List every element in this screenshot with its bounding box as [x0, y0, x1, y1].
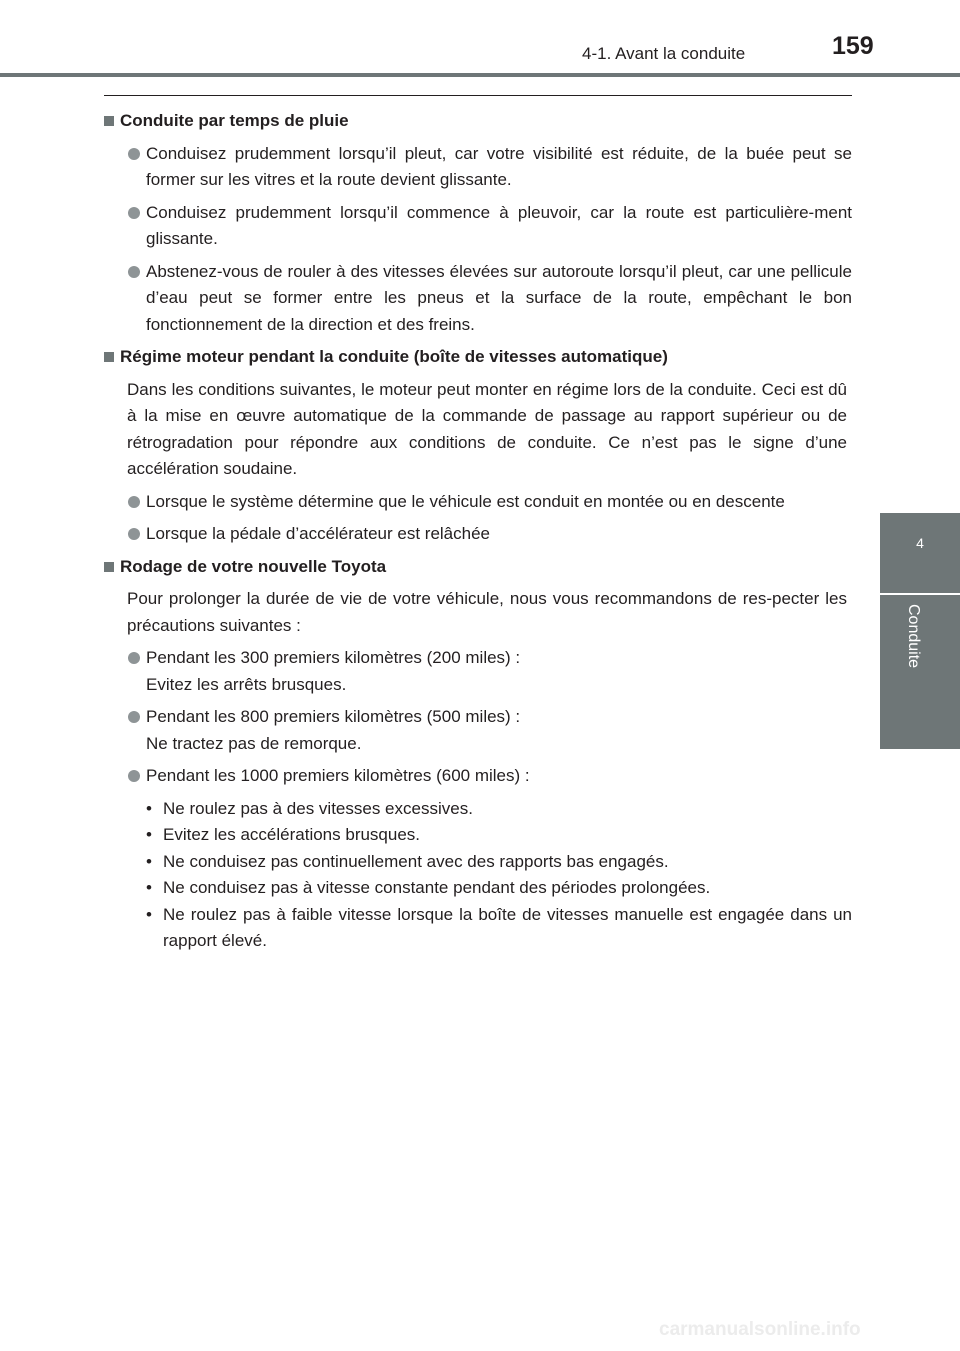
circle-bullet-icon: [128, 528, 140, 540]
section-heading: Conduite par temps de pluie: [104, 108, 852, 135]
circle-bullet-icon: [128, 770, 140, 782]
bullet-item: Lorsque le système détermine que le véhicule est conduit en montée ou en descente: [104, 489, 852, 516]
circle-bullet-icon: [128, 266, 140, 278]
circle-bullet-icon: [128, 496, 140, 508]
circle-bullet-icon: [128, 207, 140, 219]
square-bullet-icon: [104, 116, 114, 126]
content-top-rule: [104, 95, 852, 96]
bullet-item: Lorsque la pédale d’accélérateur est relâchée: [104, 521, 852, 548]
section-paragraph: Dans les conditions suivantes, le moteur peut monter en régime lors de la conduite. Ceci est dû à la mise en œuvre automatique de la commande de passage au rapport supérieur ou de rétrogradation pour répondre aux conditions de conduite. Ce n’est pas le signe d’une accélération soudaine.: [127, 379, 847, 478]
section-paragraph: Pour prolonger la durée de vie de votre véhicule, nous vous recommandons de res-pecter les précautions suivantes :: [127, 589, 847, 635]
bullet-item: Conduisez prudemment lorsqu’il pleut, car votre visibilité est réduite, de la buée peut se former sur les vitres et la route devient glissante.: [104, 141, 852, 194]
sub-list: [104, 796, 852, 955]
chapter-number: 4: [916, 535, 924, 551]
bullet-item: Pendant les 1000 premiers kilomètres (600 miles) :: [104, 763, 852, 790]
bullet-item: Pendant les 300 premiers kilomètres (200 miles) : Evitez les arrêts brusques.: [104, 645, 852, 698]
circle-bullet-icon: [128, 711, 140, 723]
section-heading: Rodage de votre nouvelle Toyota: [104, 554, 852, 581]
section-heading: Régime moteur pendant la conduite (boîte de vitesses automatique): [104, 344, 852, 371]
sub-list-item: • Ne conduisez pas continuellement avec des rapports bas engagés.: [146, 851, 669, 871]
sub-list-item: • Ne roulez pas à des vitesses excessives.: [146, 798, 473, 818]
header-section-title: 4-1. Avant la conduite: [582, 44, 746, 63]
sub-list-item: • Ne conduisez pas à vitesse constante pendant des périodes prolongées.: [146, 878, 711, 897]
watermark: carmanualsonline.info: [659, 1319, 861, 1340]
square-bullet-icon: [104, 352, 114, 362]
square-bullet-icon: [104, 562, 114, 572]
bullet-item: Pendant les 800 premiers kilomètres (500 miles) : Ne tractez pas de remorque.: [104, 704, 852, 757]
header-rule: [0, 73, 960, 77]
chapter-label: Conduite: [905, 604, 922, 669]
page-content: [104, 108, 852, 955]
page-number: 159: [832, 32, 874, 60]
circle-bullet-icon: [128, 652, 140, 664]
circle-bullet-icon: [128, 148, 140, 160]
bullet-item: Abstenez-vous de rouler à des vitesses élevées sur autoroute lorsqu’il pleut, car une pellicule d’eau peut se former entre les pneus et la surface de la route, empêchant le bon fonctionnement de la direction et des freins.: [104, 259, 852, 339]
bullet-item: Conduisez prudemment lorsqu’il commence à pleuvoir, car la route est particulière-ment glissante.: [104, 200, 852, 253]
sub-list-item: • Evitez les accélérations brusques.: [146, 825, 421, 844]
sub-list-item: • Ne roulez pas à faible vitesse lorsque la boîte de vitesses manuelle est engagée dans un rapport élevé.: [146, 904, 852, 950]
side-tab-divider: [880, 593, 960, 595]
